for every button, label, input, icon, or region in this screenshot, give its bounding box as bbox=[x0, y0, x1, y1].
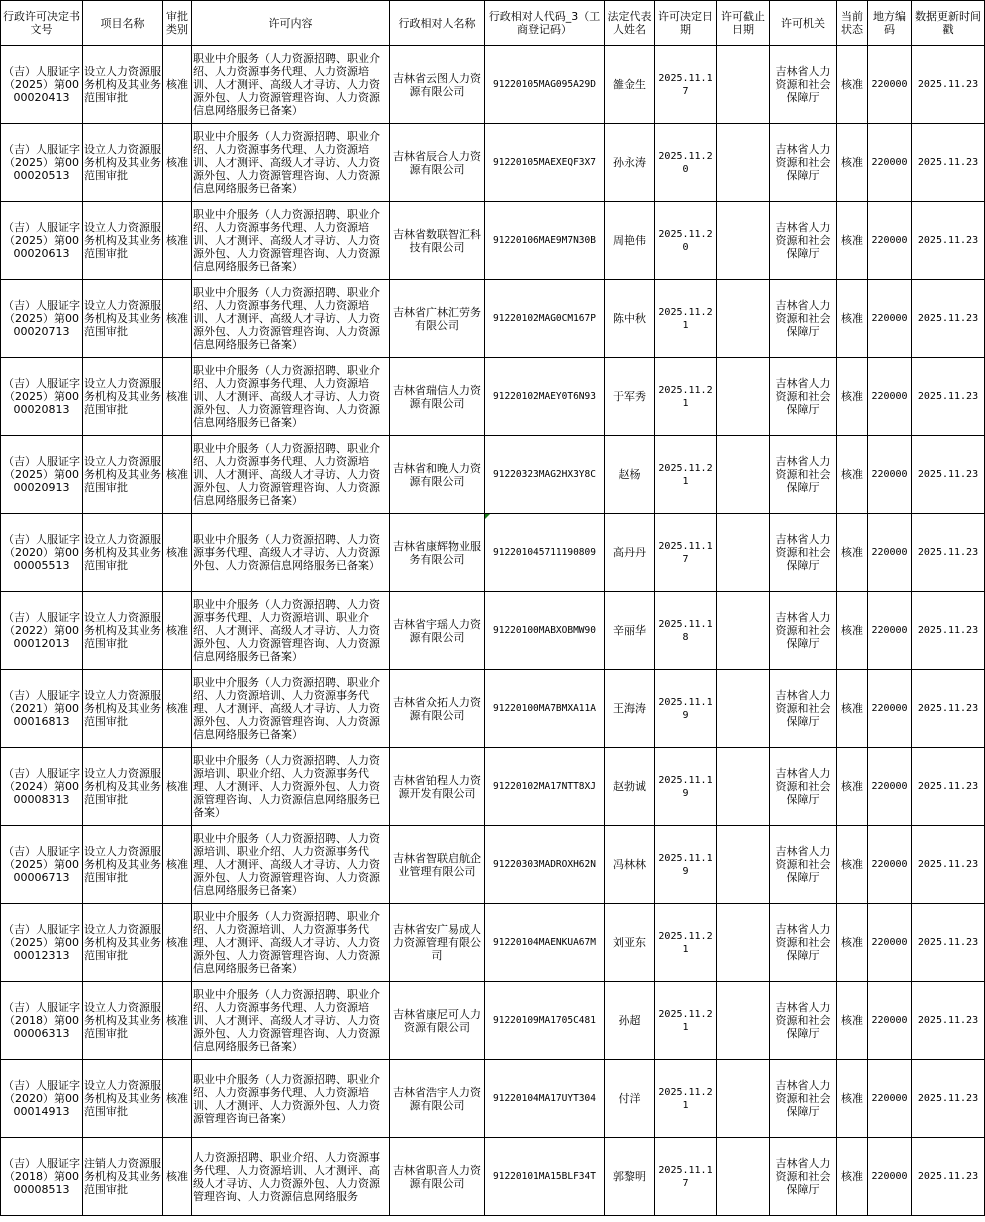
cell-project: 设立人力资源服务机构及其业务范围审批 bbox=[83, 748, 163, 826]
cell-status: 核准 bbox=[837, 1138, 868, 1216]
cell-region: 220000 bbox=[868, 1060, 912, 1138]
cell-content: 职业中介服务（人力资源招聘、职业介绍、人力资源事务代理、人力资源培训、人才测评、高级人才寻访、人力资源外包、人力资源管理咨询、人力资源信息网络服务已备案） bbox=[192, 436, 390, 514]
cell-decision-date: 2025.11.18 bbox=[655, 592, 717, 670]
cell-category: 核准 bbox=[163, 982, 192, 1060]
cell-updated: 2025.11.23 bbox=[912, 514, 985, 592]
cell-project: 设立人力资源服务机构及其业务范围审批 bbox=[83, 436, 163, 514]
cell-authority: 吉林省人力资源和社会保障厅 bbox=[770, 826, 837, 904]
table-row bbox=[1, 748, 985, 826]
cell-updated: 2025.11.23 bbox=[912, 358, 985, 436]
cell-project: 注销人力资源服务机构及其业务范围审批 bbox=[83, 1138, 163, 1216]
cell-decision-date: 2025.11.20 bbox=[655, 124, 717, 202]
cell-project: 设立人力资源服务机构及其业务范围审批 bbox=[83, 670, 163, 748]
cell-legal-rep: 孙超 bbox=[605, 982, 655, 1060]
table-row bbox=[1, 124, 985, 202]
cell-updated: 2025.11.23 bbox=[912, 1138, 985, 1216]
table-row bbox=[1, 358, 985, 436]
cell-category: 核准 bbox=[163, 592, 192, 670]
cell-region: 220000 bbox=[868, 592, 912, 670]
cell-party-code: 91220109MA1705C481 bbox=[485, 982, 605, 1060]
cell-doc-no: （吉）人服证字（2022）第0000012013 bbox=[1, 592, 83, 670]
cell-updated: 2025.11.23 bbox=[912, 124, 985, 202]
cell-updated: 2025.11.23 bbox=[912, 592, 985, 670]
cell-doc-no: （吉）人服证字（2020）第0000005513 bbox=[1, 514, 83, 592]
header-decision-date: 许可决定日期 bbox=[655, 1, 717, 46]
cell-project: 设立人力资源服务机构及其业务范围审批 bbox=[83, 46, 163, 124]
cell-decision-date: 2025.11.20 bbox=[655, 202, 717, 280]
cell-party-code: 91220100MA7BMXA11A bbox=[485, 670, 605, 748]
cell-doc-no: （吉）人服证字（2018）第0000006313 bbox=[1, 982, 83, 1060]
table-row bbox=[1, 670, 985, 748]
cell-status: 核准 bbox=[837, 46, 868, 124]
cell-updated: 2025.11.23 bbox=[912, 436, 985, 514]
cell-content: 职业中介服务（人力资源招聘、职业介绍、人力资源事务代理、人力资源培训、人才测评、高级人才寻访、人力资源外包、人力资源管理咨询、人力资源信息网络服务已备案） bbox=[192, 202, 390, 280]
header-updated: 数据更新时间戳 bbox=[912, 1, 985, 46]
cell-status: 核准 bbox=[837, 514, 868, 592]
table-row bbox=[1, 202, 985, 280]
cell-party-code: 91220102MA17NTT8XJ bbox=[485, 748, 605, 826]
cell-content: 人力资源招聘、职业介绍、人力资源事务代理、人力资源培训、人才测评、高级人才寻访、人力资源外包、人力资源管理咨询、人力资源信息网络服务 bbox=[192, 1138, 390, 1216]
header-status: 当前状态 bbox=[837, 1, 868, 46]
cell-content: 职业中介服务（人力资源招聘、职业介绍、人力资源事务代理、人力资源培训、人才测评、高级人才寻访、人力资源外包、人力资源管理咨询、人力资源信息网络服务已备案） bbox=[192, 124, 390, 202]
cell-content: 职业中介服务（人力资源招聘、人力资源培训、职业介绍、人力资源事务代理、人才测评、高级人才寻访、人力资源外包、人力资源管理咨询、人力资源信息网络服务已备案） bbox=[192, 826, 390, 904]
cell-status: 核准 bbox=[837, 982, 868, 1060]
cell-project: 设立人力资源服务机构及其业务范围审批 bbox=[83, 280, 163, 358]
cell-legal-rep: 孙永涛 bbox=[605, 124, 655, 202]
cell-region: 220000 bbox=[868, 1138, 912, 1216]
cell-party-code: 91220303MADROXH62N bbox=[485, 826, 605, 904]
cell-status: 核准 bbox=[837, 358, 868, 436]
cell-decision-date: 2025.11.21 bbox=[655, 904, 717, 982]
cell-end-date bbox=[717, 514, 770, 592]
cell-doc-no: （吉）人服证字（2025）第0000020613 bbox=[1, 202, 83, 280]
cell-party-code: 91220105MAG095A29D bbox=[485, 46, 605, 124]
cell-content: 职业中介服务（人力资源招聘、职业介绍、人力资源事务代理、人力资源培训、人才测评、高级人才寻访、人力资源外包、人力资源管理咨询、人力资源信息网络服务已备案） bbox=[192, 358, 390, 436]
cell-authority: 吉林省人力资源和社会保障厅 bbox=[770, 982, 837, 1060]
cell-doc-no: （吉）人服证字（2025）第0000006713 bbox=[1, 826, 83, 904]
cell-legal-rep: 王海涛 bbox=[605, 670, 655, 748]
cell-end-date bbox=[717, 1060, 770, 1138]
cell-status: 核准 bbox=[837, 436, 868, 514]
header-party-code: 行政相对人代码_3（工商登记码） bbox=[485, 1, 605, 46]
cell-doc-no: （吉）人服证字（2021）第0000016813 bbox=[1, 670, 83, 748]
table-row bbox=[1, 514, 985, 592]
cell-region: 220000 bbox=[868, 202, 912, 280]
cell-category: 核准 bbox=[163, 202, 192, 280]
cell-doc-no: （吉）人服证字（2025）第0000020813 bbox=[1, 358, 83, 436]
cell-party-name: 吉林省浩宇人力资源有限公司 bbox=[390, 1060, 485, 1138]
cell-end-date bbox=[717, 904, 770, 982]
cell-content: 职业中介服务（人力资源招聘、职业介绍、人力资源培训、人力资源事务代理、人才测评、高级人才寻访、人力资源外包、人力资源管理咨询、人力资源信息网络服务已备案） bbox=[192, 904, 390, 982]
cell-party-code: 91220101MA15BLF34T bbox=[485, 1138, 605, 1216]
cell-end-date bbox=[717, 202, 770, 280]
cell-end-date bbox=[717, 1138, 770, 1216]
cell-decision-date: 2025.11.19 bbox=[655, 826, 717, 904]
cell-project: 设立人力资源服务机构及其业务范围审批 bbox=[83, 982, 163, 1060]
cell-legal-rep: 雒金生 bbox=[605, 46, 655, 124]
cell-content: 职业中介服务（人力资源招聘、人力资源事务代理、人力资源培训、职业介绍、人才测评、高级人才寻访、人力资源外包、人力资源管理咨询、人力资源信息网络服务已备案） bbox=[192, 592, 390, 670]
cell-doc-no: （吉）人服证字（2024）第0000008313 bbox=[1, 748, 83, 826]
cell-status: 核准 bbox=[837, 202, 868, 280]
table-row bbox=[1, 280, 985, 358]
cell-authority: 吉林省人力资源和社会保障厅 bbox=[770, 904, 837, 982]
cell-region: 220000 bbox=[868, 124, 912, 202]
header-legal-rep: 法定代表人姓名 bbox=[605, 1, 655, 46]
cell-doc-no: （吉）人服证字（2020）第0000014913 bbox=[1, 1060, 83, 1138]
cell-legal-rep: 周艳伟 bbox=[605, 202, 655, 280]
cell-region: 220000 bbox=[868, 904, 912, 982]
cell-party-code: 91220105MAEXEQF3X7 bbox=[485, 124, 605, 202]
cell-party-name: 吉林省铂程人力资源开发有限公司 bbox=[390, 748, 485, 826]
cell-category: 核准 bbox=[163, 1060, 192, 1138]
cell-party-name: 吉林省众拓人力资源有限公司 bbox=[390, 670, 485, 748]
cell-decision-date: 2025.11.19 bbox=[655, 670, 717, 748]
cell-party-name: 吉林省云图人力资源有限公司 bbox=[390, 46, 485, 124]
cell-legal-rep: 辛丽华 bbox=[605, 592, 655, 670]
table-body bbox=[1, 46, 985, 1216]
cell-category: 核准 bbox=[163, 670, 192, 748]
table-row bbox=[1, 982, 985, 1060]
cell-region: 220000 bbox=[868, 358, 912, 436]
cell-doc-no: （吉）人服证字（2025）第0000020913 bbox=[1, 436, 83, 514]
cell-content: 职业中介服务（人力资源招聘、职业介绍、人力资源事务代理、人力资源培训、人才测评、高级人才寻访、人力资源外包、人力资源管理咨询、人力资源信息网络服务已备案） bbox=[192, 46, 390, 124]
table-row bbox=[1, 1138, 985, 1216]
cell-category: 核准 bbox=[163, 1138, 192, 1216]
table-row bbox=[1, 592, 985, 670]
header-authority: 许可机关 bbox=[770, 1, 837, 46]
cell-party-code: 91220104MAENKUA67M bbox=[485, 904, 605, 982]
cell-decision-date: 2025.11.21 bbox=[655, 280, 717, 358]
cell-updated: 2025.11.23 bbox=[912, 670, 985, 748]
cell-end-date bbox=[717, 280, 770, 358]
cell-legal-rep: 赵勃诚 bbox=[605, 748, 655, 826]
cell-doc-no: （吉）人服证字（2025）第0000020713 bbox=[1, 280, 83, 358]
cell-authority: 吉林省人力资源和社会保障厅 bbox=[770, 1138, 837, 1216]
cell-region: 220000 bbox=[868, 436, 912, 514]
cell-project: 设立人力资源服务机构及其业务范围审批 bbox=[83, 826, 163, 904]
cell-region: 220000 bbox=[868, 514, 912, 592]
cell-authority: 吉林省人力资源和社会保障厅 bbox=[770, 124, 837, 202]
cell-party-code: 91220102MAG0CM167P bbox=[485, 280, 605, 358]
cell-authority: 吉林省人力资源和社会保障厅 bbox=[770, 436, 837, 514]
cell-category: 核准 bbox=[163, 826, 192, 904]
cell-end-date bbox=[717, 670, 770, 748]
cell-party-name: 吉林省安广易成人力资源管理有限公司 bbox=[390, 904, 485, 982]
cell-doc-no: （吉）人服证字（2025）第0000012313 bbox=[1, 904, 83, 982]
cell-decision-date: 2025.11.21 bbox=[655, 358, 717, 436]
cell-category: 核准 bbox=[163, 514, 192, 592]
cell-project: 设立人力资源服务机构及其业务范围审批 bbox=[83, 124, 163, 202]
cell-project: 设立人力资源服务机构及其业务范围审批 bbox=[83, 592, 163, 670]
cell-end-date bbox=[717, 826, 770, 904]
cell-status: 核准 bbox=[837, 904, 868, 982]
table-row bbox=[1, 826, 985, 904]
cell-decision-date: 2025.11.21 bbox=[655, 436, 717, 514]
cell-authority: 吉林省人力资源和社会保障厅 bbox=[770, 514, 837, 592]
cell-party-name: 吉林省宇瑶人力资源有限公司 bbox=[390, 592, 485, 670]
cell-party-code: 91220104MA17UYT304 bbox=[485, 1060, 605, 1138]
header-row bbox=[1, 1, 985, 46]
cell-end-date bbox=[717, 46, 770, 124]
cell-party-name: 吉林省康尼可人力资源有限公司 bbox=[390, 982, 485, 1060]
cell-decision-date: 2025.11.17 bbox=[655, 514, 717, 592]
cell-updated: 2025.11.23 bbox=[912, 748, 985, 826]
header-project: 项目名称 bbox=[83, 1, 163, 46]
cell-decision-date: 2025.11.19 bbox=[655, 748, 717, 826]
cell-category: 核准 bbox=[163, 124, 192, 202]
cell-region: 220000 bbox=[868, 982, 912, 1060]
cell-content: 职业中介服务（人力资源招聘、职业介绍、人力资源培训、人力资源事务代理、人才测评、高级人才寻访、人力资源外包、人力资源管理咨询、人力资源信息网络服务已备案） bbox=[192, 670, 390, 748]
cell-legal-rep: 刘亚东 bbox=[605, 904, 655, 982]
cell-legal-rep: 高丹丹 bbox=[605, 514, 655, 592]
cell-category: 核准 bbox=[163, 46, 192, 124]
cell-party-code: 91220106MAE9M7N30B bbox=[485, 202, 605, 280]
cell-content: 职业中介服务（人力资源招聘、人力资源培训、职业介绍、人力资源事务代理、人才测评、人力资源外包、人力资源管理咨询、人力资源信息网络服务已备案） bbox=[192, 748, 390, 826]
cell-status: 核准 bbox=[837, 1060, 868, 1138]
cell-updated: 2025.11.23 bbox=[912, 982, 985, 1060]
cell-status: 核准 bbox=[837, 670, 868, 748]
cell-party-name: 吉林省辰合人力资源有限公司 bbox=[390, 124, 485, 202]
cell-authority: 吉林省人力资源和社会保障厅 bbox=[770, 748, 837, 826]
cell-party-name: 吉林省瑞信人力资源有限公司 bbox=[390, 358, 485, 436]
cell-decision-date: 2025.11.17 bbox=[655, 1138, 717, 1216]
cell-category: 核准 bbox=[163, 748, 192, 826]
cell-legal-rep: 郭黎明 bbox=[605, 1138, 655, 1216]
cell-party-name: 吉林省智联启航企业管理有限公司 bbox=[390, 826, 485, 904]
header-doc-no: 行政许可决定书文号 bbox=[1, 1, 83, 46]
cell-party-name: 吉林省职音人力资源有限公司 bbox=[390, 1138, 485, 1216]
cell-legal-rep: 付洋 bbox=[605, 1060, 655, 1138]
cell-category: 核准 bbox=[163, 436, 192, 514]
cell-doc-no: （吉）人服证字（2025）第0000020513 bbox=[1, 124, 83, 202]
cell-end-date bbox=[717, 124, 770, 202]
cell-end-date bbox=[717, 592, 770, 670]
cell-decision-date: 2025.11.21 bbox=[655, 982, 717, 1060]
cell-party-code: 91220323MAG2HX3Y8C bbox=[485, 436, 605, 514]
cell-legal-rep: 于军秀 bbox=[605, 358, 655, 436]
cell-end-date bbox=[717, 358, 770, 436]
cell-authority: 吉林省人力资源和社会保障厅 bbox=[770, 358, 837, 436]
cell-updated: 2025.11.23 bbox=[912, 202, 985, 280]
cell-party-name: 吉林省数联智汇科技有限公司 bbox=[390, 202, 485, 280]
cell-legal-rep: 赵杨 bbox=[605, 436, 655, 514]
header-region: 地方编码 bbox=[868, 1, 912, 46]
cell-content: 职业中介服务（人力资源招聘、职业介绍、人力资源事务代理、人力资源培训、人才测评、人力资源外包、人力资源管理咨询已备案） bbox=[192, 1060, 390, 1138]
cell-party-code: 91220100MABXOBMW90 bbox=[485, 592, 605, 670]
cell-decision-date: 2025.11.21 bbox=[655, 1060, 717, 1138]
cell-doc-no: （吉）人服证字（2025）第0000020413 bbox=[1, 46, 83, 124]
cell-project: 设立人力资源服务机构及其业务范围审批 bbox=[83, 514, 163, 592]
header-party-name: 行政相对人名称 bbox=[390, 1, 485, 46]
cell-content: 职业中介服务（人力资源招聘、职业介绍、人力资源事务代理、人力资源培训、人才测评、高级人才寻访、人力资源外包、人力资源管理咨询、人力资源信息网络服务已备案） bbox=[192, 280, 390, 358]
cell-updated: 2025.11.23 bbox=[912, 46, 985, 124]
cell-region: 220000 bbox=[868, 748, 912, 826]
cell-party-name: 吉林省和晚人力资源有限公司 bbox=[390, 436, 485, 514]
cell-doc-no: （吉）人服证字（2018）第0000008513 bbox=[1, 1138, 83, 1216]
cell-updated: 2025.11.23 bbox=[912, 904, 985, 982]
cell-authority: 吉林省人力资源和社会保障厅 bbox=[770, 592, 837, 670]
cell-updated: 2025.11.23 bbox=[912, 1060, 985, 1138]
cell-end-date bbox=[717, 982, 770, 1060]
cell-end-date bbox=[717, 436, 770, 514]
cell-region: 220000 bbox=[868, 826, 912, 904]
cell-category: 核准 bbox=[163, 904, 192, 982]
cell-decision-date: 2025.11.17 bbox=[655, 46, 717, 124]
table-row bbox=[1, 46, 985, 124]
cell-status: 核准 bbox=[837, 280, 868, 358]
table-row bbox=[1, 1060, 985, 1138]
cell-authority: 吉林省人力资源和社会保障厅 bbox=[770, 670, 837, 748]
cell-status: 核准 bbox=[837, 826, 868, 904]
cell-legal-rep: 陈中秋 bbox=[605, 280, 655, 358]
cell-party-code: 91220102MAEY0T6N93 bbox=[485, 358, 605, 436]
cell-authority: 吉林省人力资源和社会保障厅 bbox=[770, 46, 837, 124]
cell-content: 职业中介服务（人力资源招聘、职业介绍、人力资源事务代理、人力资源培训、人才测评、高级人才寻访、人力资源外包、人力资源管理咨询、人力资源信息网络服务已备案） bbox=[192, 982, 390, 1060]
cell-legal-rep: 冯林林 bbox=[605, 826, 655, 904]
cell-region: 220000 bbox=[868, 280, 912, 358]
cell-authority: 吉林省人力资源和社会保障厅 bbox=[770, 280, 837, 358]
header-content: 许可内容 bbox=[192, 1, 390, 46]
cell-region: 220000 bbox=[868, 670, 912, 748]
header-category: 审批类别 bbox=[163, 1, 192, 46]
header-end-date: 许可截止日期 bbox=[717, 1, 770, 46]
cell-project: 设立人力资源服务机构及其业务范围审批 bbox=[83, 904, 163, 982]
cell-category: 核准 bbox=[163, 358, 192, 436]
cell-authority: 吉林省人力资源和社会保障厅 bbox=[770, 202, 837, 280]
cell-status: 核准 bbox=[837, 748, 868, 826]
cell-content: 职业中介服务（人力资源招聘、人力资源事务代理、高级人才寻访、人力资源外包、人力资源信息网络服务已备案） bbox=[192, 514, 390, 592]
table-row bbox=[1, 904, 985, 982]
cell-project: 设立人力资源服务机构及其业务范围审批 bbox=[83, 1060, 163, 1138]
cell-updated: 2025.11.23 bbox=[912, 826, 985, 904]
cell-party-name: 吉林省康辉物业服务有限公司 bbox=[390, 514, 485, 592]
cell-category: 核准 bbox=[163, 280, 192, 358]
cell-status: 核准 bbox=[837, 124, 868, 202]
cell-party-code: 912201045711190809 bbox=[485, 514, 605, 592]
cell-party-name: 吉林省广林汇劳务有限公司 bbox=[390, 280, 485, 358]
cell-end-date bbox=[717, 748, 770, 826]
cell-updated: 2025.11.23 bbox=[912, 280, 985, 358]
cell-region: 220000 bbox=[868, 46, 912, 124]
table-row bbox=[1, 436, 985, 514]
cell-status: 核准 bbox=[837, 592, 868, 670]
cell-authority: 吉林省人力资源和社会保障厅 bbox=[770, 1060, 837, 1138]
cell-project: 设立人力资源服务机构及其业务范围审批 bbox=[83, 358, 163, 436]
cell-project: 设立人力资源服务机构及其业务范围审批 bbox=[83, 202, 163, 280]
